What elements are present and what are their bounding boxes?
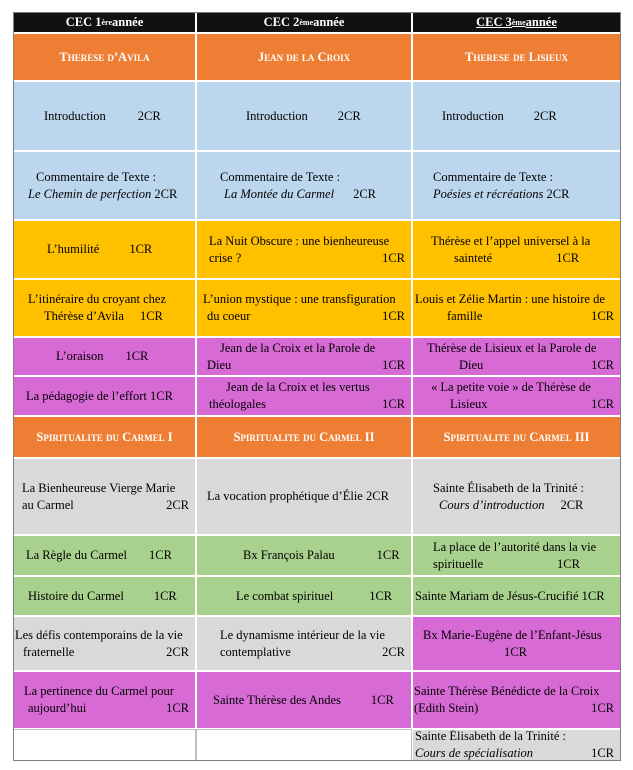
course-title-cont: au Carmel	[22, 497, 74, 512]
course-credits: 1CR	[591, 357, 614, 372]
course-credits: 1CR	[129, 242, 153, 256]
course-title: Sainte Thérèse Bénédicte de la Croix	[414, 684, 600, 698]
course-title-cont: crise ?	[209, 250, 242, 265]
course-cell	[196, 535, 412, 576]
course-title: La place de l’autorité dans la vie	[433, 539, 597, 554]
course-credits: 1CR	[166, 701, 189, 715]
course-cell	[13, 337, 196, 376]
course-cell	[196, 279, 412, 337]
course-title: La pédagogie de l’effort	[26, 388, 147, 403]
course-title: Sainte Élisabeth de la Trinité :	[433, 480, 585, 495]
course-credits: 2CR	[365, 489, 389, 503]
section-therese-lisieux	[412, 33, 621, 81]
course-title: Commentaire de Texte :	[36, 169, 157, 184]
course-title: Commentaire de Texte :	[433, 169, 554, 184]
course-title: Louis et Zélie Martin : une histoire de	[415, 292, 605, 306]
course-cell	[196, 376, 412, 416]
course-cell	[13, 616, 196, 671]
course-title-cont: aujourd’hui	[28, 701, 87, 715]
course-credits: 1CR	[591, 397, 614, 411]
course-cell	[196, 81, 412, 151]
header-year-1: CEC 1 ère année	[13, 12, 196, 33]
course-title-cont: Dieu	[207, 357, 232, 372]
course-credits: 1CR	[556, 250, 580, 265]
course-title-cont: sainteté	[454, 250, 493, 265]
course-credits: 1CR	[139, 309, 163, 323]
course-title: Introduction	[442, 108, 504, 123]
course-credits: 1CR	[369, 588, 393, 603]
course-credits: 1CR	[370, 692, 394, 707]
course-credits: 1CR	[125, 349, 149, 363]
course-title: Sainte Thérèse des Andes	[213, 692, 341, 707]
course-title: Bx Marie-Eugène de l’Enfant-Jésus	[423, 627, 602, 642]
course-credits: 2CR	[166, 497, 189, 512]
course-title: Thérèse et l’appel universel à la	[431, 233, 591, 248]
course-title: L’oraison	[56, 349, 104, 363]
course-title-cont: fraternelle	[23, 644, 75, 659]
course-subtitle: Le Chemin de perfection	[28, 186, 152, 201]
course-credits: 2CR	[337, 108, 361, 123]
course-cell	[412, 535, 621, 576]
course-credits: 1CR	[382, 397, 405, 411]
course-credits: 2CR	[137, 108, 161, 123]
course-title: Sainte Élisabeth de la Trinité :	[415, 729, 567, 743]
course-cell	[13, 151, 196, 220]
course-cell	[412, 729, 621, 761]
course-credits: 2CR	[166, 644, 189, 659]
course-title: Thérèse de Lisieux et la Parole de	[427, 340, 597, 355]
section-therese-avila-label: Therese d’Avila	[59, 49, 150, 64]
empty-cell	[13, 729, 196, 761]
course-title: Les défis contemporains de la vie	[15, 627, 183, 642]
header-year-3-suffix: année	[525, 15, 557, 29]
course-credits: 1CR	[581, 588, 605, 603]
section-therese-avila	[13, 33, 196, 81]
course-title: Le dynamisme intérieur de la vie	[220, 627, 385, 642]
course-cell	[412, 81, 621, 151]
course-title: « La petite voie » de Thérèse de	[431, 380, 591, 394]
header-year-1-suffix: année	[112, 15, 144, 29]
course-title: La pertinence du Carmel pour	[24, 684, 174, 698]
course-cell	[13, 535, 196, 576]
section-spiritualite-3-label: Spiritualite du Carmel III	[443, 429, 590, 444]
header-year-2-suffix: année	[313, 15, 345, 29]
course-title-cont: (Edith Stein)	[414, 701, 479, 715]
section-spiritualite-1	[13, 416, 196, 458]
course-title: La Règle du Carmel	[26, 548, 128, 562]
section-spiritualite-3	[412, 416, 621, 458]
header-year-2-number: CEC 2	[263, 15, 300, 29]
course-credits: 1CR	[382, 250, 405, 265]
course-title: L’itinéraire du croyant chez	[28, 292, 167, 306]
curriculum-table	[13, 12, 621, 761]
course-credits: 2CR	[533, 108, 557, 123]
course-credits: 2CR	[382, 644, 405, 659]
section-spiritualite-2-label: Spiritualite du Carmel II	[233, 429, 375, 444]
course-cell	[196, 220, 412, 279]
course-cell	[13, 279, 196, 337]
course-cell	[196, 151, 412, 220]
course-title-cont: contemplative	[220, 644, 291, 659]
course-credits: 2CR	[353, 186, 376, 201]
course-title: Histoire du Carmel	[28, 588, 124, 603]
course-title: Introduction	[246, 108, 308, 123]
course-cell	[13, 458, 196, 535]
header-year-1-number: CEC 1	[65, 15, 102, 29]
course-cell	[412, 279, 621, 337]
course-title: La Nuit Obscure : une bienheureuse	[209, 233, 390, 248]
course-title: Commentaire de Texte :	[220, 169, 341, 184]
course-cell	[196, 671, 412, 729]
course-title-cont: famille	[447, 309, 483, 323]
header-year-3: CEC 3 ème année	[412, 12, 621, 33]
course-credits: 1CR	[557, 556, 580, 571]
course-title: Sainte Mariam de Jésus-Crucifié	[415, 588, 579, 603]
course-cell	[196, 616, 412, 671]
course-cell	[412, 616, 621, 671]
section-therese-lisieux-label: Therese de Lisieux	[465, 49, 568, 64]
course-credits: 1CR	[504, 644, 527, 659]
course-cell	[412, 671, 621, 729]
course-credits: 1CR	[149, 548, 172, 562]
course-cell	[196, 337, 412, 376]
course-credits: 2CR	[560, 497, 584, 512]
course-title-cont: spirituelle	[433, 556, 483, 571]
course-credits: 1CR	[376, 548, 400, 562]
course-title: Jean de la Croix et la Parole de	[220, 340, 376, 355]
course-cell	[13, 81, 196, 151]
course-cell	[13, 220, 196, 279]
course-credits: 1CR	[150, 388, 173, 403]
course-credits: 2CR	[154, 186, 178, 201]
course-title: L’union mystique : une transfiguration	[203, 292, 396, 306]
course-title: Bx François Palau	[243, 548, 335, 562]
course-cell	[412, 376, 621, 416]
course-cell	[412, 151, 621, 220]
course-title: La Bienheureuse Vierge Marie	[22, 480, 176, 495]
course-subtitle: Poésies et récréations	[433, 186, 544, 201]
course-subtitle: Cours de spécialisation	[415, 746, 534, 760]
course-title-cont: Thérèse d’Avila	[44, 309, 124, 323]
course-title-cont: Lisieux	[450, 397, 488, 411]
course-title-cont: du coeur	[207, 309, 251, 323]
course-cell	[13, 376, 196, 416]
section-jean-de-la-croix-label: Jean de la Croix	[257, 49, 351, 64]
course-title-cont: Dieu	[459, 357, 484, 372]
course-credits: 1CR	[382, 357, 405, 372]
course-title: La vocation prophétique d’Élie	[207, 489, 363, 503]
course-title: Le combat spirituel	[236, 588, 334, 603]
course-cell	[412, 458, 621, 535]
course-cell	[412, 576, 621, 616]
course-credits: 1CR	[591, 309, 614, 323]
section-jean-de-la-croix	[196, 33, 412, 81]
course-credits: 1CR	[591, 746, 614, 760]
course-cell	[196, 576, 412, 616]
course-credits: 1CR	[382, 309, 405, 323]
course-title-cont: théologales	[209, 397, 266, 411]
course-title: L’humilité	[47, 242, 100, 256]
section-spiritualite-2	[196, 416, 412, 458]
course-subtitle: Cours d’introduction	[439, 497, 545, 512]
section-spiritualite-1-label: Spiritualite du Carmel I	[36, 429, 173, 444]
course-credits: 2CR	[546, 186, 570, 201]
course-cell	[13, 576, 196, 616]
empty-cell	[196, 729, 412, 761]
course-cell	[412, 337, 621, 376]
course-cell	[196, 458, 412, 535]
course-cell	[412, 220, 621, 279]
header-year-3-number: CEC 3	[476, 15, 512, 29]
course-credits: 1CR	[153, 588, 177, 603]
course-subtitle: La Montée du Carmel	[224, 186, 335, 201]
header-year-2: CEC 2 ème année	[196, 12, 412, 33]
course-title: Introduction	[44, 108, 106, 123]
course-title: Jean de la Croix et les vertus	[226, 380, 370, 394]
course-credits: 1CR	[591, 701, 614, 715]
course-cell	[13, 671, 196, 729]
